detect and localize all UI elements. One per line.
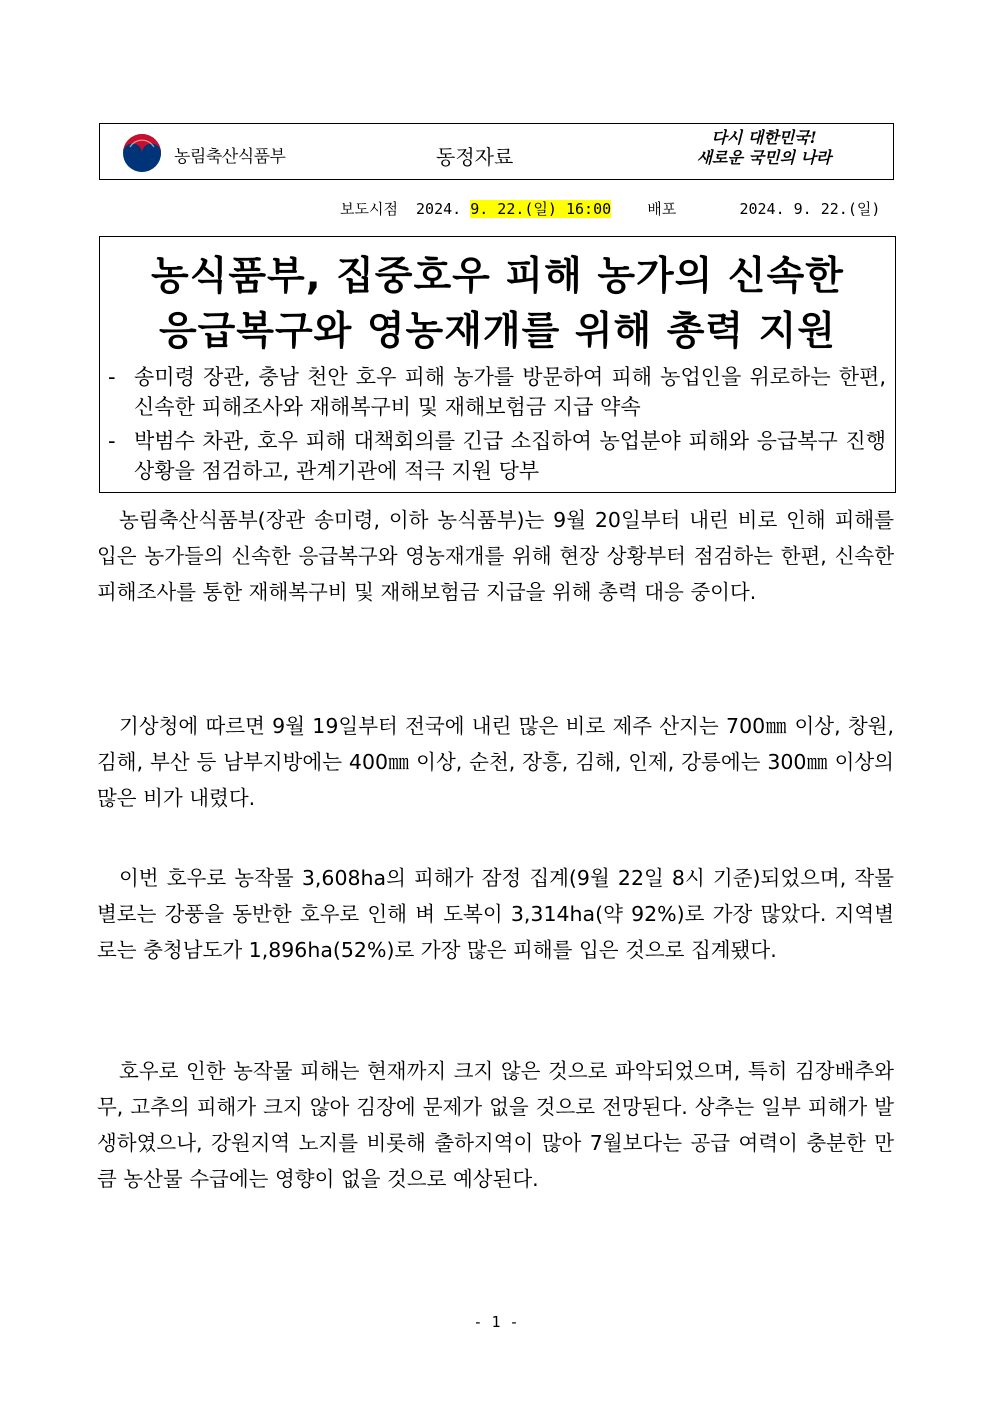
bullet-text: 박범수 차관, 호우 피해 대책회의를 긴급 소집하여 농업분야 피해와 응급복구 진행 상황을 점검하고, 관계기관에 적극 지원 당부 [134,429,886,483]
distribution-date: 2024. 9. 22.(일) [739,200,881,218]
title-line-2: 응급복구와 영농재개를 위해 총력 지원 [158,309,837,354]
subtitle-bullet-2 [108,426,886,486]
body-paragraph-2: 기상청에 따르면 9월 19일부터 전국에 내린 많은 비로 제주 산지는 700㎜ 이상, 창원, 김해, 부산 등 남부지방에는 400㎜ 이상, 순천, 장흥, 김해, 인제, 강릉에는 300㎜ 이상의 많은 비가 내렸다. [97,714,894,810]
subtitle-bullet-1 [108,362,886,422]
release-year: 2024. [416,200,462,218]
header-box [99,123,894,180]
release-datetime: 9. 22.(일) 16:00 [470,200,612,218]
bullet-text: 송미령 장관, 충남 천안 호우 피해 농가를 방문하여 피해 농업인을 위로하는 한편, 신속한 피해조사와 재해복구비 및 재해보험금 지급 약속 [134,365,886,419]
bullet-dash: - [108,365,116,389]
body-paragraph-4: 호우로 인한 농작물 피해는 현재까지 크지 않은 것으로 파악되었으며, 특히 김장배추와 무, 고추의 피해가 크지 않아 김장에 문제가 없을 것으로 전망된다. 상추는 일부 피해가 발생하였으나, 강원지역 노지를 비롯해 출하지역이 많아 7월보다는 공급 여력이 충분한 만큼 농산물 수급에는 영향이 없을 것으로 예상된다. [97,1059,894,1191]
government-logo-icon [122,133,162,173]
slogan-line-1: 다시 대한민국! [711,128,817,147]
document-type: 동정자료 [436,145,514,169]
body-paragraph-1: 농림축산식품부(장관 송미령, 이하 농식품부)는 9월 20일부터 내린 비로 인해 피해를 입은 농가들의 신속한 응급복구와 영농재개를 위해 현장 상황부터 점검하는 한편, 신속한 피해조사를 통한 재해복구비 및 재해보험금 지급을 위해 총력 대응 중이다. [97,508,894,604]
slogan-line-2: 새로운 국민의 나라 [696,148,832,167]
page-number: - 1 - [473,1313,519,1331]
release-info [340,198,880,219]
bullet-dash: - [108,429,116,453]
title-line-1: 농식품부, 집중호우 피해 농가의 신속한 [151,254,844,299]
distribution-label: 배포 [647,200,677,218]
slogan [669,128,859,168]
body-paragraph-3: 이번 호우로 농작물 3,608ha의 피해가 잠정 집계(9월 22일 8시 기준)되었으며, 작물별로는 강풍을 동반한 호우로 인해 벼 도복이 3,314ha(약 92%)로 가장 많았다. 지역별로는 충청남도가 1,896ha(52%)로 가장 많은 피해를 입은 것으로 집계됐다. [97,866,894,962]
organization-name: 농림축산식품부 [174,147,286,167]
title-box [99,236,896,493]
release-label: 보도시점 [340,200,398,218]
